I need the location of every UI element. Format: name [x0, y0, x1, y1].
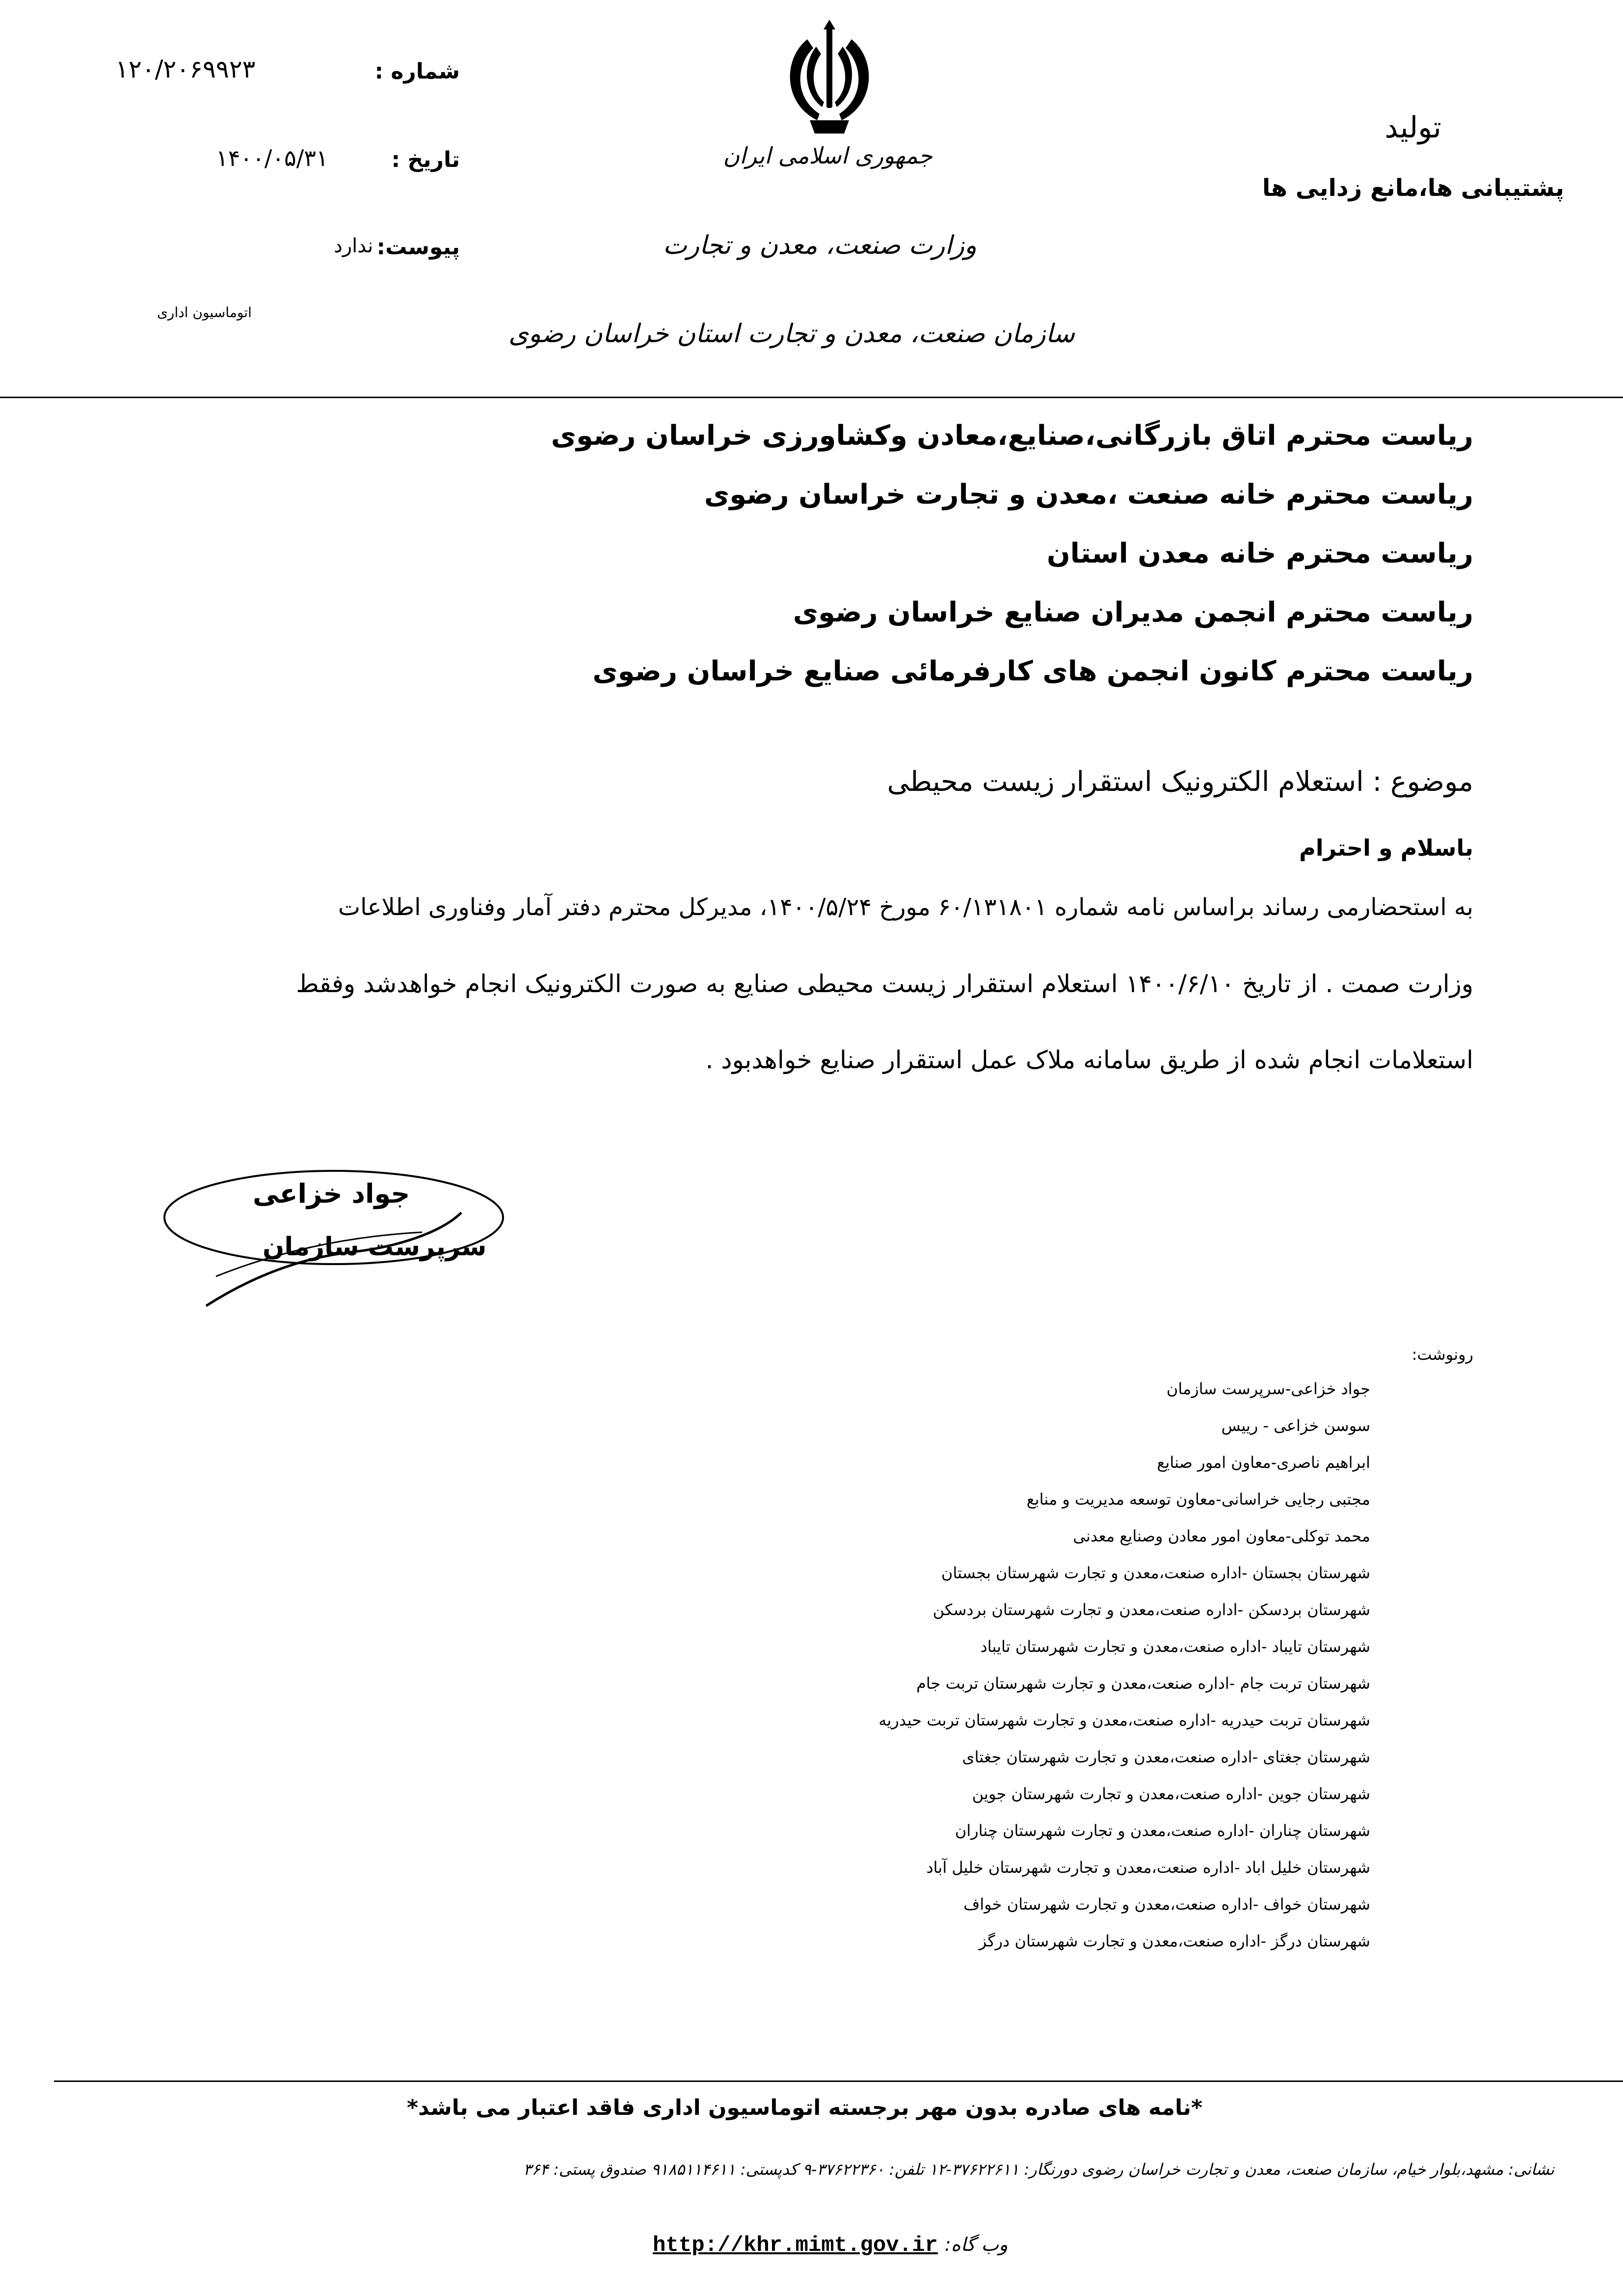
cc-item: شهرستان چناران -اداره صنعت،معدن و تجارت شهرستان چناران — [955, 1821, 1370, 1840]
date-label: تاریخ : — [391, 147, 460, 172]
signer-title: سرپرست سازمان — [263, 1232, 487, 1262]
cc-item: شهرستان جوین -اداره صنعت،معدن و تجارت شهرستان جوین — [972, 1784, 1370, 1803]
signature-block — [147, 1159, 520, 1316]
subject-text: استعلام الکترونیک استقرار زیست محیطی — [887, 766, 1364, 798]
cc-item: سوسن خزاعی - رییس — [1221, 1416, 1370, 1435]
cc-item: شهرستان تربت حیدریه -اداره صنعت،معدن و تجارت شهرستان تربت حیدریه — [878, 1711, 1370, 1729]
header-divider — [0, 397, 1623, 398]
website-link[interactable]: http://khr.mimt.gov.ir — [653, 2233, 938, 2258]
footer-notice: *نامه های صادره بدون مهر برجسته اتوماسیون اداری فاقد اعتبار می باشد* — [407, 2095, 1202, 2120]
cc-item: ابراهیم ناصری-معاون امور صنایع — [1157, 1453, 1370, 1472]
automation-note: اتوماسیون اداری — [157, 304, 252, 321]
attachment-value: ندارد — [334, 235, 373, 257]
cc-item: شهرستان درگز -اداره صنعت،معدن و تجارت شهرستان درگز — [979, 1932, 1370, 1950]
recipient-1: ریاست محترم اتاق بازرگانی،صنایع،معادن وکشاورزی خراسان رضوی — [551, 420, 1473, 452]
cc-item: شهرستان تربت جام -اداره صنعت،معدن و تجارت شهرستان تربت جام — [916, 1674, 1370, 1693]
subject-line — [887, 766, 1473, 798]
footer-address: نشانی: مشهد،بلوار خیام، سازمان صنعت، معدن و تجارت خراسان رضوی دورنگار: ۳۷۶۲۲۶۱۱-۱۲ تلفن: ۳۷۶۲۲۳۶۰-۹ کدپستی: ۹۱۸۵۱۱۴۶۱۱ صندوق پستی: ۳۶۴ — [523, 2160, 1554, 2179]
cc-label: رونوشت: — [1411, 1345, 1473, 1364]
number-label: شماره : — [374, 59, 460, 84]
subject-label: موضوع : — [1372, 766, 1473, 798]
cc-item: شهرستان تایباد -اداره صنعت،معدن و تجارت شهرستان تایباد — [980, 1637, 1370, 1656]
website-label: وب گاه: — [944, 2234, 1008, 2255]
header-right-subtitle: پشتیبانی ها،مانع زدایی ها — [1262, 174, 1564, 202]
recipient-5: ریاست محترم کانون انجمن های کارفرمائی صنایع خراسان رضوی — [592, 655, 1473, 687]
header-country: جمهوری اسلامی ایران — [723, 142, 932, 169]
cc-item: مجتبی رجایی خراسانی-معاون توسعه مدیریت و منابع — [1026, 1490, 1370, 1509]
recipient-4: ریاست محترم انجمن مدیران صنایع خراسان رضوی — [793, 596, 1473, 628]
date-value: ۱۴۰۰/۰۵/۳۱ — [216, 145, 328, 171]
iran-emblem-icon — [773, 20, 886, 137]
header-organization: سازمان صنعت، معدن و تجارت استان خراسان رضوی — [508, 319, 1075, 349]
recipient-3: ریاست محترم خانه معدن استان — [1046, 538, 1473, 569]
greeting: باسلام و احترام — [1299, 835, 1473, 861]
footer-website — [653, 2231, 1008, 2258]
footer-divider — [54, 2080, 1623, 2082]
body-line-2: وزارت صمت . از تاریخ ۱۴۰۰/۶/۱۰ استعلام استقرار زیست محیطی صنایع به صورت الکترونیک انجام خواهدشد وفقط — [296, 970, 1473, 998]
cc-item: جواد خزاعی-سرپرست سازمان — [1166, 1379, 1370, 1398]
signer-name: جواد خزاعی — [253, 1178, 410, 1209]
cc-item: شهرستان جغتای -اداره صنعت،معدن و تجارت شهرستان جغتای — [962, 1748, 1370, 1766]
number-value: ۱۲۰/۲۰۶۹۹۲۳ — [115, 55, 256, 83]
attachment-label: پیوست: — [376, 235, 460, 260]
recipient-2: ریاست محترم خانه صنعت ،معدن و تجارت خراسان رضوی — [704, 479, 1473, 511]
header-ministry: وزارت صنعت، معدن و تجارت — [663, 231, 977, 260]
body-line-3: استعلامات انجام شده از طریق سامانه ملاک عمل استقرار صنایع خواهدبود . — [705, 1046, 1473, 1074]
cc-item: شهرستان بردسکن -اداره صنعت،معدن و تجارت شهرستان بردسکن — [932, 1600, 1370, 1619]
header-right-title: تولید — [1384, 110, 1441, 145]
cc-item: شهرستان خواف -اداره صنعت،معدن و تجارت شهرستان خواف — [963, 1895, 1370, 1914]
cc-item: محمد توکلی-معاون امور معادن وصنایع معدنی — [1073, 1527, 1370, 1545]
body-line-1: به استحضارمی رساند براساس نامه شماره ۶۰/۱۳۱۸۰۱ مورخ ۱۴۰۰/۵/۲۴، مدیرکل محترم دفتر آمار وفناوری اطلاعات — [338, 893, 1473, 921]
cc-item: شهرستان بجستان -اداره صنعت،معدن و تجارت شهرستان بجستان — [941, 1564, 1370, 1582]
cc-item: شهرستان خلیل اباد -اداره صنعت،معدن و تجارت شهرستان خلیل آباد — [926, 1858, 1370, 1877]
